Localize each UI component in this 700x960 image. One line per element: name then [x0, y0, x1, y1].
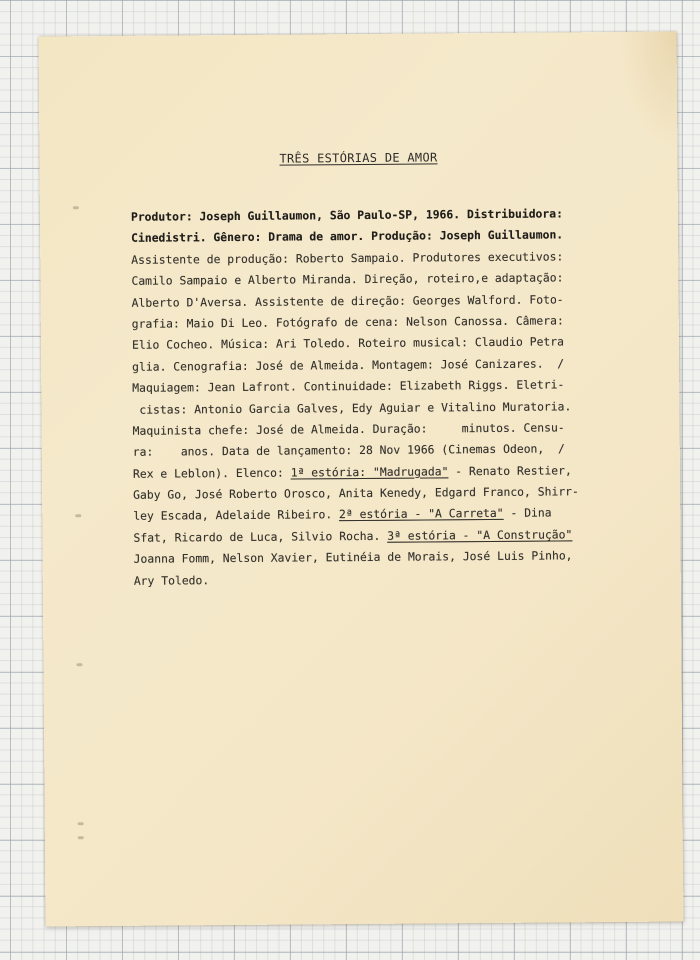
first-story-heading: 1ª estória: "Madrugada"	[290, 464, 449, 480]
text-line: Rex e Leblon). Elenco: 1ª estória: "Madrugada" - Renato Restier,	[132, 463, 572, 481]
punch-hole-mark	[78, 822, 84, 825]
text-line: Maquinista chefe: José de Almeida. Duração: minutos. Censu-	[132, 420, 565, 438]
text-line: ra: anos. Data de lançamento: 28 Nov 1966 (Cinemas Odeon, /	[132, 441, 565, 460]
text-line: Alberto D'Aversa. Assistente de direção: Georges Walford. Foto-	[131, 291, 564, 310]
punch-hole-mark	[78, 836, 84, 839]
text-line: Sfat, Ricardo de Luca, Silvio Rocha. 3ª estória - "A Construção"	[133, 527, 573, 545]
text-line: Cinedistri. Gênero: Drama de amor. Produção: Joseph Guillaumon.	[131, 227, 564, 246]
text-line: Ary Toledo.	[133, 572, 210, 588]
text-line: Produtor: Joseph Guillaumon, São Paulo-SP, 1966. Distribuidora:	[130, 206, 564, 224]
text-line: grafia: Maio Di Leo. Fotógrafo de cena: Nelson Canossa. Câmera:	[131, 313, 564, 331]
text-line: Maquiagem: Jean Lafront. Continuidade: Elizabeth Riggs. Eletri-	[132, 377, 565, 395]
text-line: glia. Cenografia: José de Almeida. Montagem: José Canizares. /	[132, 356, 565, 374]
punch-hole-mark	[76, 663, 82, 666]
third-story-heading: 3ª estória - "A Construção"	[387, 527, 573, 543]
text-line: cistas: Antonio Garcia Galves, Edy Aguiar e Vitalino Muratoria.	[132, 398, 572, 417]
text-line: ley Escada, Adelaide Ribeiro. 2ª estória - "A Carreta" - Dina	[133, 505, 552, 524]
document-title: TRÊS ESTÓRIAS DE AMOR	[279, 150, 438, 166]
text-line: Gaby Go, José Roberto Orosco, Anita Kenedy, Edgard Franco, Shirr-	[133, 484, 579, 502]
punch-hole-mark	[75, 514, 81, 517]
typewritten-sheet	[39, 32, 684, 927]
punch-hole-mark	[73, 206, 79, 209]
text-line: Joanna Fomm, Nelson Xavier, Eutinéia de Morais, José Luis Pinho,	[133, 548, 573, 567]
credits-text	[131, 203, 674, 592]
text-line: Assistente de produção: Roberto Sampaio. Produtores executivos:	[131, 249, 564, 267]
second-story-heading: 2ª estória - "A Carreta"	[338, 506, 504, 522]
text-line: Camilo Sampaio e Alberto Miranda. Direção, roteiro,e adaptação:	[131, 270, 564, 288]
text-line: Elio Cocheo. Música: Ari Toledo. Roteiro musical: Claudio Petra	[131, 334, 565, 353]
